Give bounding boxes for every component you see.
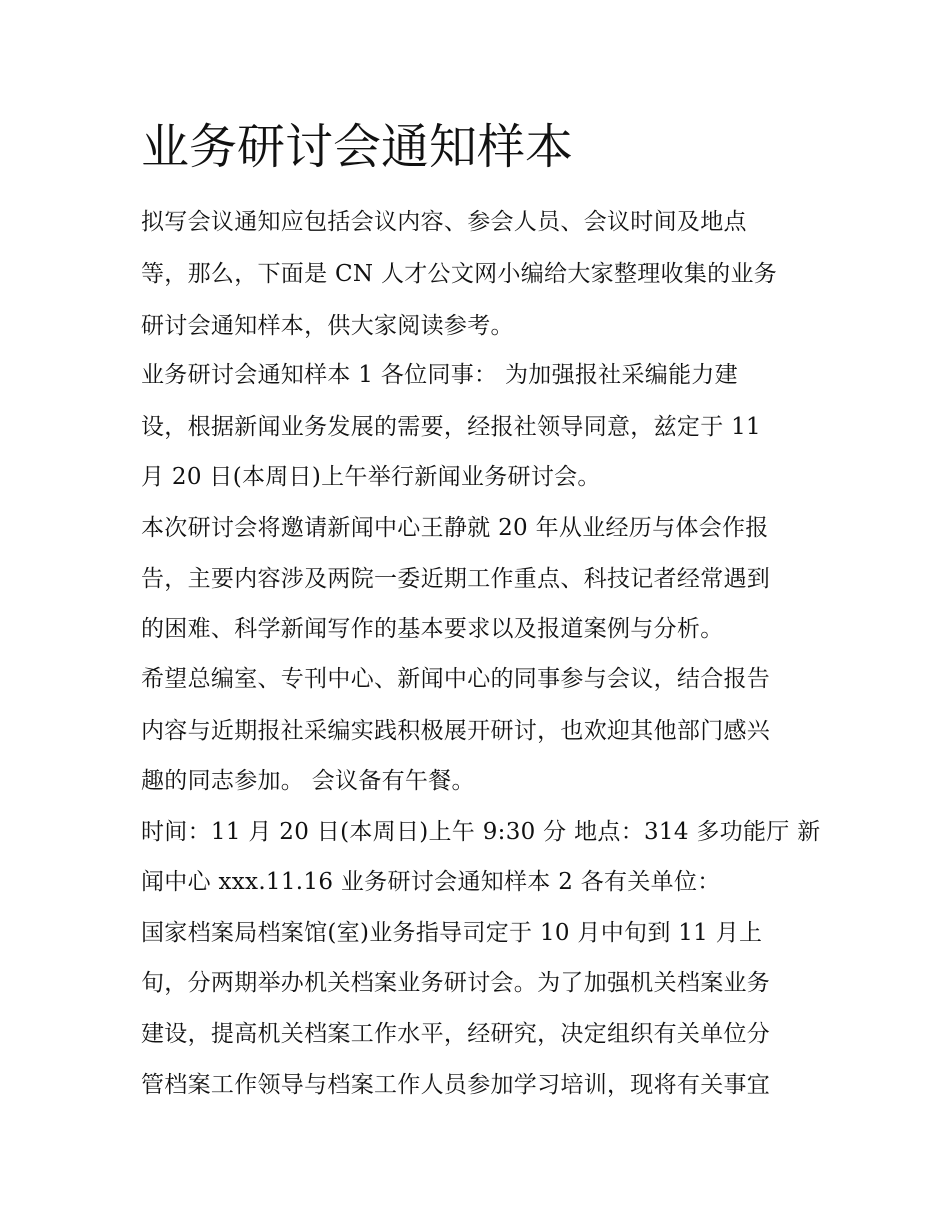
document-title: 业务研讨会通知样本 — [141, 119, 574, 175]
body-line: 内容与近期报社采编实践积极展开研讨，也欢迎其他部门感兴 — [141, 718, 771, 744]
body-line: 本次研讨会将邀请新闻中心王静就 20 年从业经历与体会作报 — [141, 515, 769, 541]
body-line: 拟写会议通知应包括会议内容、参会人员、会议时间及地点 — [141, 209, 747, 235]
body-line: 研讨会通知样本，供大家阅读参考。 — [141, 313, 514, 339]
body-line: 业务研讨会通知样本 1 各位同事： 为加强报社采编能力建 — [141, 362, 738, 388]
body-line: 闻中心 xxx.11.16 业务研讨会通知样本 2 各有关单位： — [141, 869, 721, 895]
body-line: 的困难、科学新闻写作的基本要求以及报道案例与分析。 — [141, 616, 724, 642]
body-line: 国家档案局档案馆(室)业务指导司定于 10 月中旬到 11 月上 — [141, 920, 763, 946]
body-line: 月 20 日(本周日)上午举行新闻业务研讨会。 — [141, 464, 601, 490]
body-line: 管档案工作领导与档案工作人员参加学习培训，现将有关事宜 — [141, 1072, 771, 1098]
body-line: 希望总编室、专刊中心、新闻中心的同事参与会议，结合报告 — [141, 666, 771, 692]
body-line: 告，主要内容涉及两院一委近期工作重点、科技记者经常遇到 — [141, 566, 771, 592]
body-line: 建设，提高机关档案工作水平，经研究，决定组织有关单位分 — [141, 1021, 771, 1047]
body-line: 趣的同志参加。 会议备有午餐。 — [141, 768, 475, 794]
body-line: 时间：11 月 20 日(本周日)上午 9:30 分 地点：314 多功能厅 新 — [141, 819, 821, 845]
body-line: 旬，分两期举办机关档案业务研讨会。为了加强机关档案业务 — [141, 970, 771, 996]
body-line: 等，那么，下面是 CN 人才公文网小编给大家整理收集的业务 — [141, 261, 778, 287]
body-line: 设，根据新闻业务发展的需要，经报社领导同意，兹定于 11 — [141, 414, 761, 440]
